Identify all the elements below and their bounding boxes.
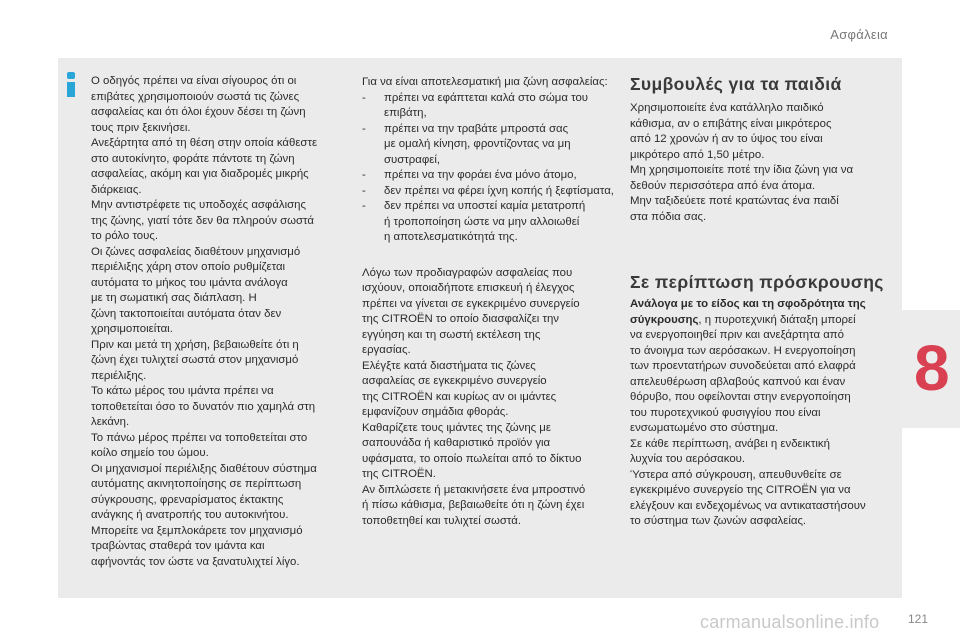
seatbelt-info-column [91,74,346,570]
impact-lead-bold-1: Ανάλογα με το είδος και τη σφοδρότητα της [630,298,866,310]
text-line: ισχύουν, οποιαδήποτε επισκευή ή έλεγχος [362,282,575,294]
text-line: περιέλιξης χάρη στον οποίο ρυθμίζεται [91,261,286,273]
text-line: χρησιμοποιείται. [91,323,173,335]
text-line: δεθούν περισσότερα από ένα άτομα. [630,179,816,192]
text-line: αφήνοντάς τον ώστε να ξανατυλιχτεί λίγο. [91,555,300,568]
text-line: ασφαλείας, ακόμη και για διαδρομές μικρής [91,168,309,180]
text-line: τοποθετείται όσο το δυνατόν πιο χαμηλά στη [91,400,316,413]
text-line: ή πίσω κάθισμα, βεβαιωθείτε ότι η ζώνη έχει [362,499,585,511]
list-item [362,199,617,246]
list-item [362,168,617,184]
seatbelt-effectiveness-column [362,75,617,529]
info-icon-dot [67,72,75,79]
text-line: Ελέγξτε κατά διαστήματα τις ζώνες [362,359,536,372]
text-line: ασφαλείας και ότι όλοι έχουν δέσει τη ζώνη [91,106,306,118]
effectiveness-intro: Για να είναι αποτελεσματική μια ζώνη ασφαλείας: [362,76,608,88]
text-line: να ενεργοποιηθεί πριν και ανεξάρτητα από [630,329,844,341]
text-line: Οι μηχανισμοί περιέλιξης διαθέτουν σύστημα [91,462,317,475]
chapter-number: 8 [914,332,950,404]
info-icon-bar [67,82,75,97]
dash-bullet: - [362,91,366,104]
dash-bullet: - [362,184,366,197]
list-item-line: πρέπει να την φοράει ένα μόνο άτομο, [384,169,577,181]
text-line: το άνοιγμα των αερόσακων. Η ενεργοποίηση [630,344,856,357]
text-line: ενσωματωμένο στο σύστημα. [630,422,779,434]
text-line: επιβάτες χρησιμοποιούν σωστά τις ζώνες [91,90,300,103]
text-line: τραβώντας σταθερά τον ιμάντα και [91,540,265,552]
text-line: σύγκρουσης, φρεναρίσματος έκτακτης [91,493,284,506]
text-line: θόρυβο, που οφείλονται στην ενεργοποίηση [630,391,851,403]
list-item-line: επιβάτη, [384,107,427,119]
text-line: σαπουνάδα ή καθαριστικό προϊόν για [362,437,551,449]
text-line: Ανεξάρτητα από τη θέση στην οποία κάθεστε [91,137,318,149]
text-line: ασφαλείας σε εγκεκριμένο συνεργείο [362,375,547,387]
dash-bullet: - [362,200,366,212]
text-line: διάρκειας. [91,183,142,196]
list-item-line: η αποτελεσματικότητά της. [384,231,518,243]
list-item-line: με ομαλή κίνηση, φροντίζοντας να μη [384,138,571,150]
text-line: της CITROËN το οποίο διασφαλίζει την [362,313,559,325]
text-line: το ρόλο τους. [91,230,159,242]
children-advice-column [630,74,885,225]
text-line: στα πόδια σας. [630,210,707,223]
text-line: εγκεκριμένο συνεργείο της CITROËN για να [630,484,851,496]
text-line: αυτόματα το μήκος του ιμάντα ανάλογα [91,276,288,289]
text-line: από 12 χρονών ή αν το ύψος του είναι [630,133,823,145]
page-number: 121 [908,612,929,626]
maintenance-paragraph [362,266,617,530]
info-icon [64,72,78,98]
text-line: Καθαρίζετε τους ιμάντες της ζώνης με [362,421,551,434]
text-line: της CITROËN. [362,468,436,480]
text-line: μικρότερο από 1,50 μέτρο. [630,148,765,161]
text-line: Σε κάθε περίπτωση, ανάβει η ενδεικτική [630,437,830,450]
text-line: της ζώνης, γιατί τότε δεν θα πληρούν σωστά [91,214,314,227]
list-item-line: πρέπει να εφάπτεται καλά στο σώμα του [384,91,589,104]
text-line: στο αυτοκίνητο, φοράτε πάντοτε τη ζώνη [91,152,295,165]
text-line: Μπορείτε να ξεμπλοκάρετε τον μηχανισμό [91,524,303,537]
list-item-line: πρέπει να την τραβάτε μπροστά σας [384,122,569,135]
text-line: των προεντατήρων συνοδεύεται από ελαφρά [630,360,856,372]
text-line: ανάγκης ή ανατροπής του αυτοκινήτου. [91,509,289,521]
text-line: εργασίας. [362,344,411,356]
list-item-line: συστραφεί, [384,153,441,166]
impact-heading: Σε περίπτωση πρόσκρουσης [630,272,884,292]
children-advice-heading: Συμβουλές για τα παιδιά [630,74,842,94]
impact-text [630,297,885,530]
impact-lead-bold-2: σύγκρουσης [630,313,699,326]
text-line: Το κάτω μέρος του ιμάντα πρέπει να [91,385,274,397]
list-item [362,122,617,169]
effectiveness-list [362,91,617,246]
list-item [362,184,617,200]
text-line: Αν διπλώσετε ή μετακινήσετε ένα μπροστινό [362,483,586,496]
text-line: Ο οδηγός πρέπει να είναι σίγουρος ότι οι [91,75,297,87]
text-line: ελέγξουν και ενδεχομένως να αντικαταστήσουν [630,499,866,512]
text-line: ζώνη τακτοποιείται αυτόματα όταν δεν [91,307,282,320]
text-line: της CITROËN και κυρίως αν οι ιμάντες [362,390,557,403]
dash-bullet: - [362,169,366,181]
text-line: εμφανίζουν σημάδια φθοράς. [362,406,509,418]
text-line: Μην αντιστρέφετε τις υποδοχές ασφάλισης [91,199,306,211]
watermark: carmanualsonline.info [700,612,880,632]
impact-lead-line2 [630,313,885,329]
text-line: πρέπει να γίνεται σε εγκεκριμένο συνεργείο [362,297,580,310]
text-line: τοποθετηθεί και τυλιχτεί σωστά. [362,514,521,527]
impact-lead [630,297,885,313]
text-line: απελευθέρωση αβλαβούς καπνού και έναν [630,375,846,388]
text-line: κάθισμα, αν ο επιβάτης είναι μικρότερος [630,117,832,130]
list-item [362,91,617,122]
text-line: του πυροτεχνικού φυσιγγίου που είναι [630,406,821,419]
text-line: το σύστημα των ζωνών ασφαλείας. [630,515,807,527]
list-item-line: δεν πρέπει να υποστεί καμία μετατροπή [384,200,586,212]
list-item-line: ή τροποποίηση ώστε να μην αλλοιωθεί [384,215,580,228]
text-line: εγγύηση και τη σωστή εκτέλεση της [362,328,541,341]
text-line: τους πριν ξεκινήσει. [91,121,191,134]
section-title: Ασφάλεια [830,27,888,42]
text-line: περιέλιξης. [91,369,147,382]
text-line: Ύστερα από σύγκρουση, απευθυνθείτε σε [630,468,842,481]
text-line: λυχνία του αερόσακου. [630,453,746,465]
text-line: Οι ζώνες ασφαλείας διαθέτουν μηχανισμό [91,245,301,258]
text-line: Χρησιμοποιείτε ένα κατάλληλο παιδικό [630,102,824,114]
text-line: λεκάνη. [91,416,130,428]
text-line: Λόγω των προδιαγραφών ασφαλείας που [362,266,573,279]
text-line: κοίλο σημείο του ώμου. [91,447,209,459]
impact-lead-rest: , η πυροτεχνική διάταξη μπορεί [698,313,856,326]
text-line: Μην ταξιδεύετε ποτέ κρατώντας ένα παιδί [630,195,839,207]
text-line: υφάσματα, το οποίο πωλείται από το δίκτυο [362,452,582,465]
children-advice-text [630,101,885,225]
text-line: Πριν και μετά τη χρήση, βεβαιωθείτε ότι η [91,338,299,351]
text-line: ζώνη έχει τυλιχτεί σωστά στον μηχανισμό [91,354,299,366]
dash-bullet: - [362,122,366,135]
text-line: με τη σωματική σας διάπλαση. Η [91,292,257,304]
text-line: Το πάνω μέρος πρέπει να τοποθετείται στο [91,431,308,444]
list-item-line: δεν πρέπει να φέρει ίχνη κοπής ή ξεφτίσματα, [384,184,614,197]
text-line: αυτόματης ακινητοποίησης σε περίπτωση [91,478,302,490]
text-line: Μη χρησιμοποιείτε ποτέ την ίδια ζώνη για να [630,164,854,176]
